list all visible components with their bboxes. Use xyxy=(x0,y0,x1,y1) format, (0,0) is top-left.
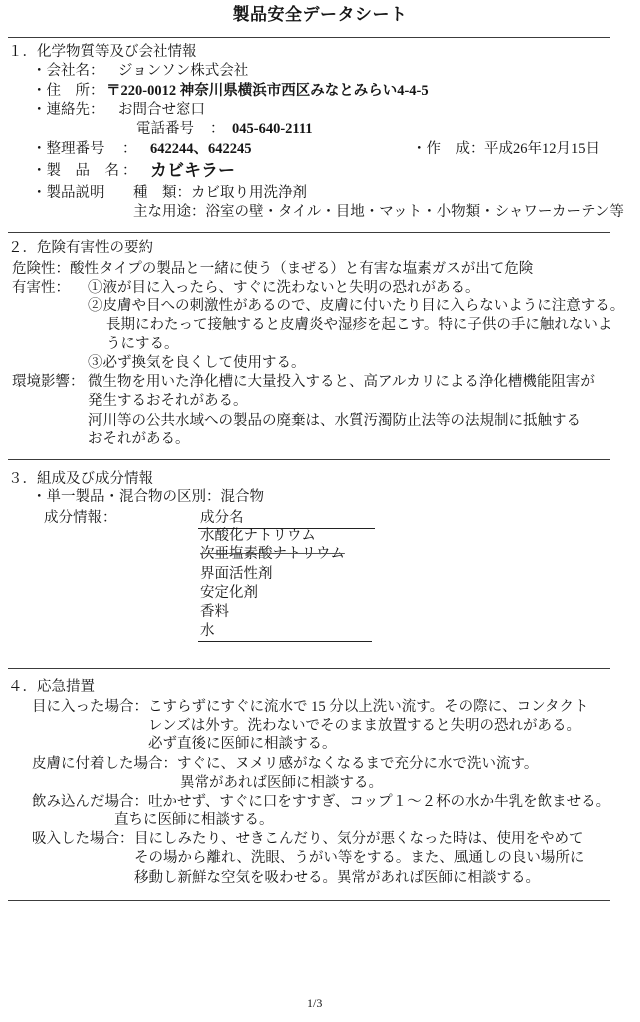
page-number: 1/3 xyxy=(307,996,323,1010)
component-item: 香料 xyxy=(200,604,229,620)
environment-line: 発生するおそれがある。 xyxy=(88,393,248,409)
product-type-label: 種 類： xyxy=(133,185,191,201)
toxicity-line: ②皮膚や目への刺激性があるので、皮膚に付いたり目に入らないように注意する。 xyxy=(88,298,625,314)
product-type-value: カビ取り用洗浄剤 xyxy=(191,185,307,201)
skin-line: すぐに、ヌメリ感がなくなるまで充分に水で洗い流す。 xyxy=(177,756,539,772)
danger-row xyxy=(12,260,533,279)
contact-value: お問合せ窓口 xyxy=(118,102,205,118)
section-divider xyxy=(8,459,610,460)
product-name: カビキラー xyxy=(150,161,235,180)
product-type xyxy=(133,184,307,203)
danger-label: 危険性： xyxy=(12,261,70,277)
description-label: ・製品説明 xyxy=(32,185,105,201)
component-item: 水酸化ナトリウム xyxy=(200,528,316,544)
reference-separator: ： xyxy=(122,141,137,157)
created-label: ・作 成： xyxy=(412,141,485,157)
skin-label: 皮膚に付着した場合： xyxy=(32,756,177,772)
section-divider xyxy=(8,37,610,38)
environment-line: おそれがある。 xyxy=(88,431,190,447)
inhalation-line: 移動し新鮮な空気を吸わせる。異常があれば医師に相談する。 xyxy=(134,870,540,886)
toxicity-label: 有害性： xyxy=(12,280,70,296)
phone-label: 電話番号 xyxy=(136,121,194,137)
component-item: 次亜塩素酸ナトリウム xyxy=(200,546,345,562)
reference-value: 642244、642245 xyxy=(150,141,252,157)
inhalation-line: 目にしみたり、せきこんだり、気分が悪くなった時は、使用をやめて xyxy=(134,831,584,847)
toxicity-line: うにする。 xyxy=(106,336,179,352)
eyes-line: 必ず直後に医師に相談する。 xyxy=(148,736,337,752)
ingestion-line: 吐かせず、すぐに口をすすぎ、コップ１～２杯の水か牛乳を飲ませる。 xyxy=(148,794,611,810)
component-item: 安定化剤 xyxy=(200,585,258,601)
environment-label: 環境影響： xyxy=(12,374,85,390)
address-label: ・住 所： xyxy=(32,83,105,99)
section-1-heading: １．化学物質等及び会社情報 xyxy=(8,44,197,60)
ingestion-label: 飲み込んだ場合： xyxy=(32,794,148,810)
section-divider xyxy=(8,232,610,233)
eyes-label: 目に入った場合： xyxy=(32,699,148,715)
phone-separator: ： xyxy=(210,121,225,137)
component-item: 水 xyxy=(198,622,372,642)
components-column-header: 成分名 xyxy=(198,509,375,529)
inhalation-line: その場から離れ、洗眼、うがい等をする。また、風通しの良い場所に xyxy=(134,850,585,866)
ingestion-line: 直ちに医師に相談する。 xyxy=(114,812,274,828)
address-value: 〒220-0012 神奈川県横浜市西区みなとみらい4-4-5 xyxy=(106,83,429,99)
product-separator: ： xyxy=(122,163,137,179)
section-3-heading: ３．組成及び成分情報 xyxy=(8,471,153,487)
component-item: 界面活性剤 xyxy=(200,566,273,582)
eyes-line: レンズは外す。洗わないでそのまま放置すると失明の恐れがある。 xyxy=(148,718,582,734)
section-divider xyxy=(8,900,610,901)
components-label: 成分情報： xyxy=(44,510,117,526)
toxicity-line: ①液が目に入ったら、すぐに洗わないと失明の恐れがある。 xyxy=(88,280,480,296)
environment-line: 微生物を用いた浄化槽に大量投入すると、高アルカリによる浄化槽機能阻害が xyxy=(88,374,595,390)
company-value: ジョンソン株式会社 xyxy=(118,63,249,79)
product-label: ・製 品 名 xyxy=(32,163,119,179)
toxicity-line: 長期にわたって接触すると皮膚炎や湿疹を起こす。特に子供の手に触れないよ xyxy=(106,317,613,333)
inhalation-label: 吸入した場合： xyxy=(32,831,134,847)
product-use-label: 主な用途： xyxy=(133,204,206,220)
contact-label: ・連絡先： xyxy=(32,102,105,118)
document-title: 製品安全データシート xyxy=(232,5,408,24)
reference-label: ・整理番号 xyxy=(32,141,105,157)
section-divider xyxy=(8,668,610,669)
product-use-value: 浴室の壁・タイル・目地・マット・小物類・シャワーカーテン等 xyxy=(205,204,624,220)
phone-value: 045-640-2111 xyxy=(232,121,313,137)
section-2-heading: ２．危険有害性の要約 xyxy=(8,240,153,256)
eyes-line: こすらずにすぐに流水で 15 分以上洗い流す。その際に、コンタクト xyxy=(148,699,589,715)
classification-label: ・単一製品・混合物の区別： xyxy=(32,489,221,505)
section-4-heading: ４．応急措置 xyxy=(8,679,95,695)
classification-value: 混合物 xyxy=(220,489,264,505)
classification-row xyxy=(32,488,264,507)
company-label: ・会社名： xyxy=(32,63,105,79)
skin-line: 異常があれば医師に相談する。 xyxy=(180,775,383,791)
product-use xyxy=(133,203,624,222)
toxicity-line: ③必ず換気を良くして使用する。 xyxy=(88,355,306,371)
environment-line: 河川等の公共水域への製品の廃棄は、水質汚濁防止法等の法規制に抵触する xyxy=(88,413,581,429)
created-value: 平成26年12月15日 xyxy=(484,141,600,157)
danger-value: 酸性タイプの製品と一緒に使う（まぜる）と有害な塩素ガスが出て危険 xyxy=(70,261,534,277)
